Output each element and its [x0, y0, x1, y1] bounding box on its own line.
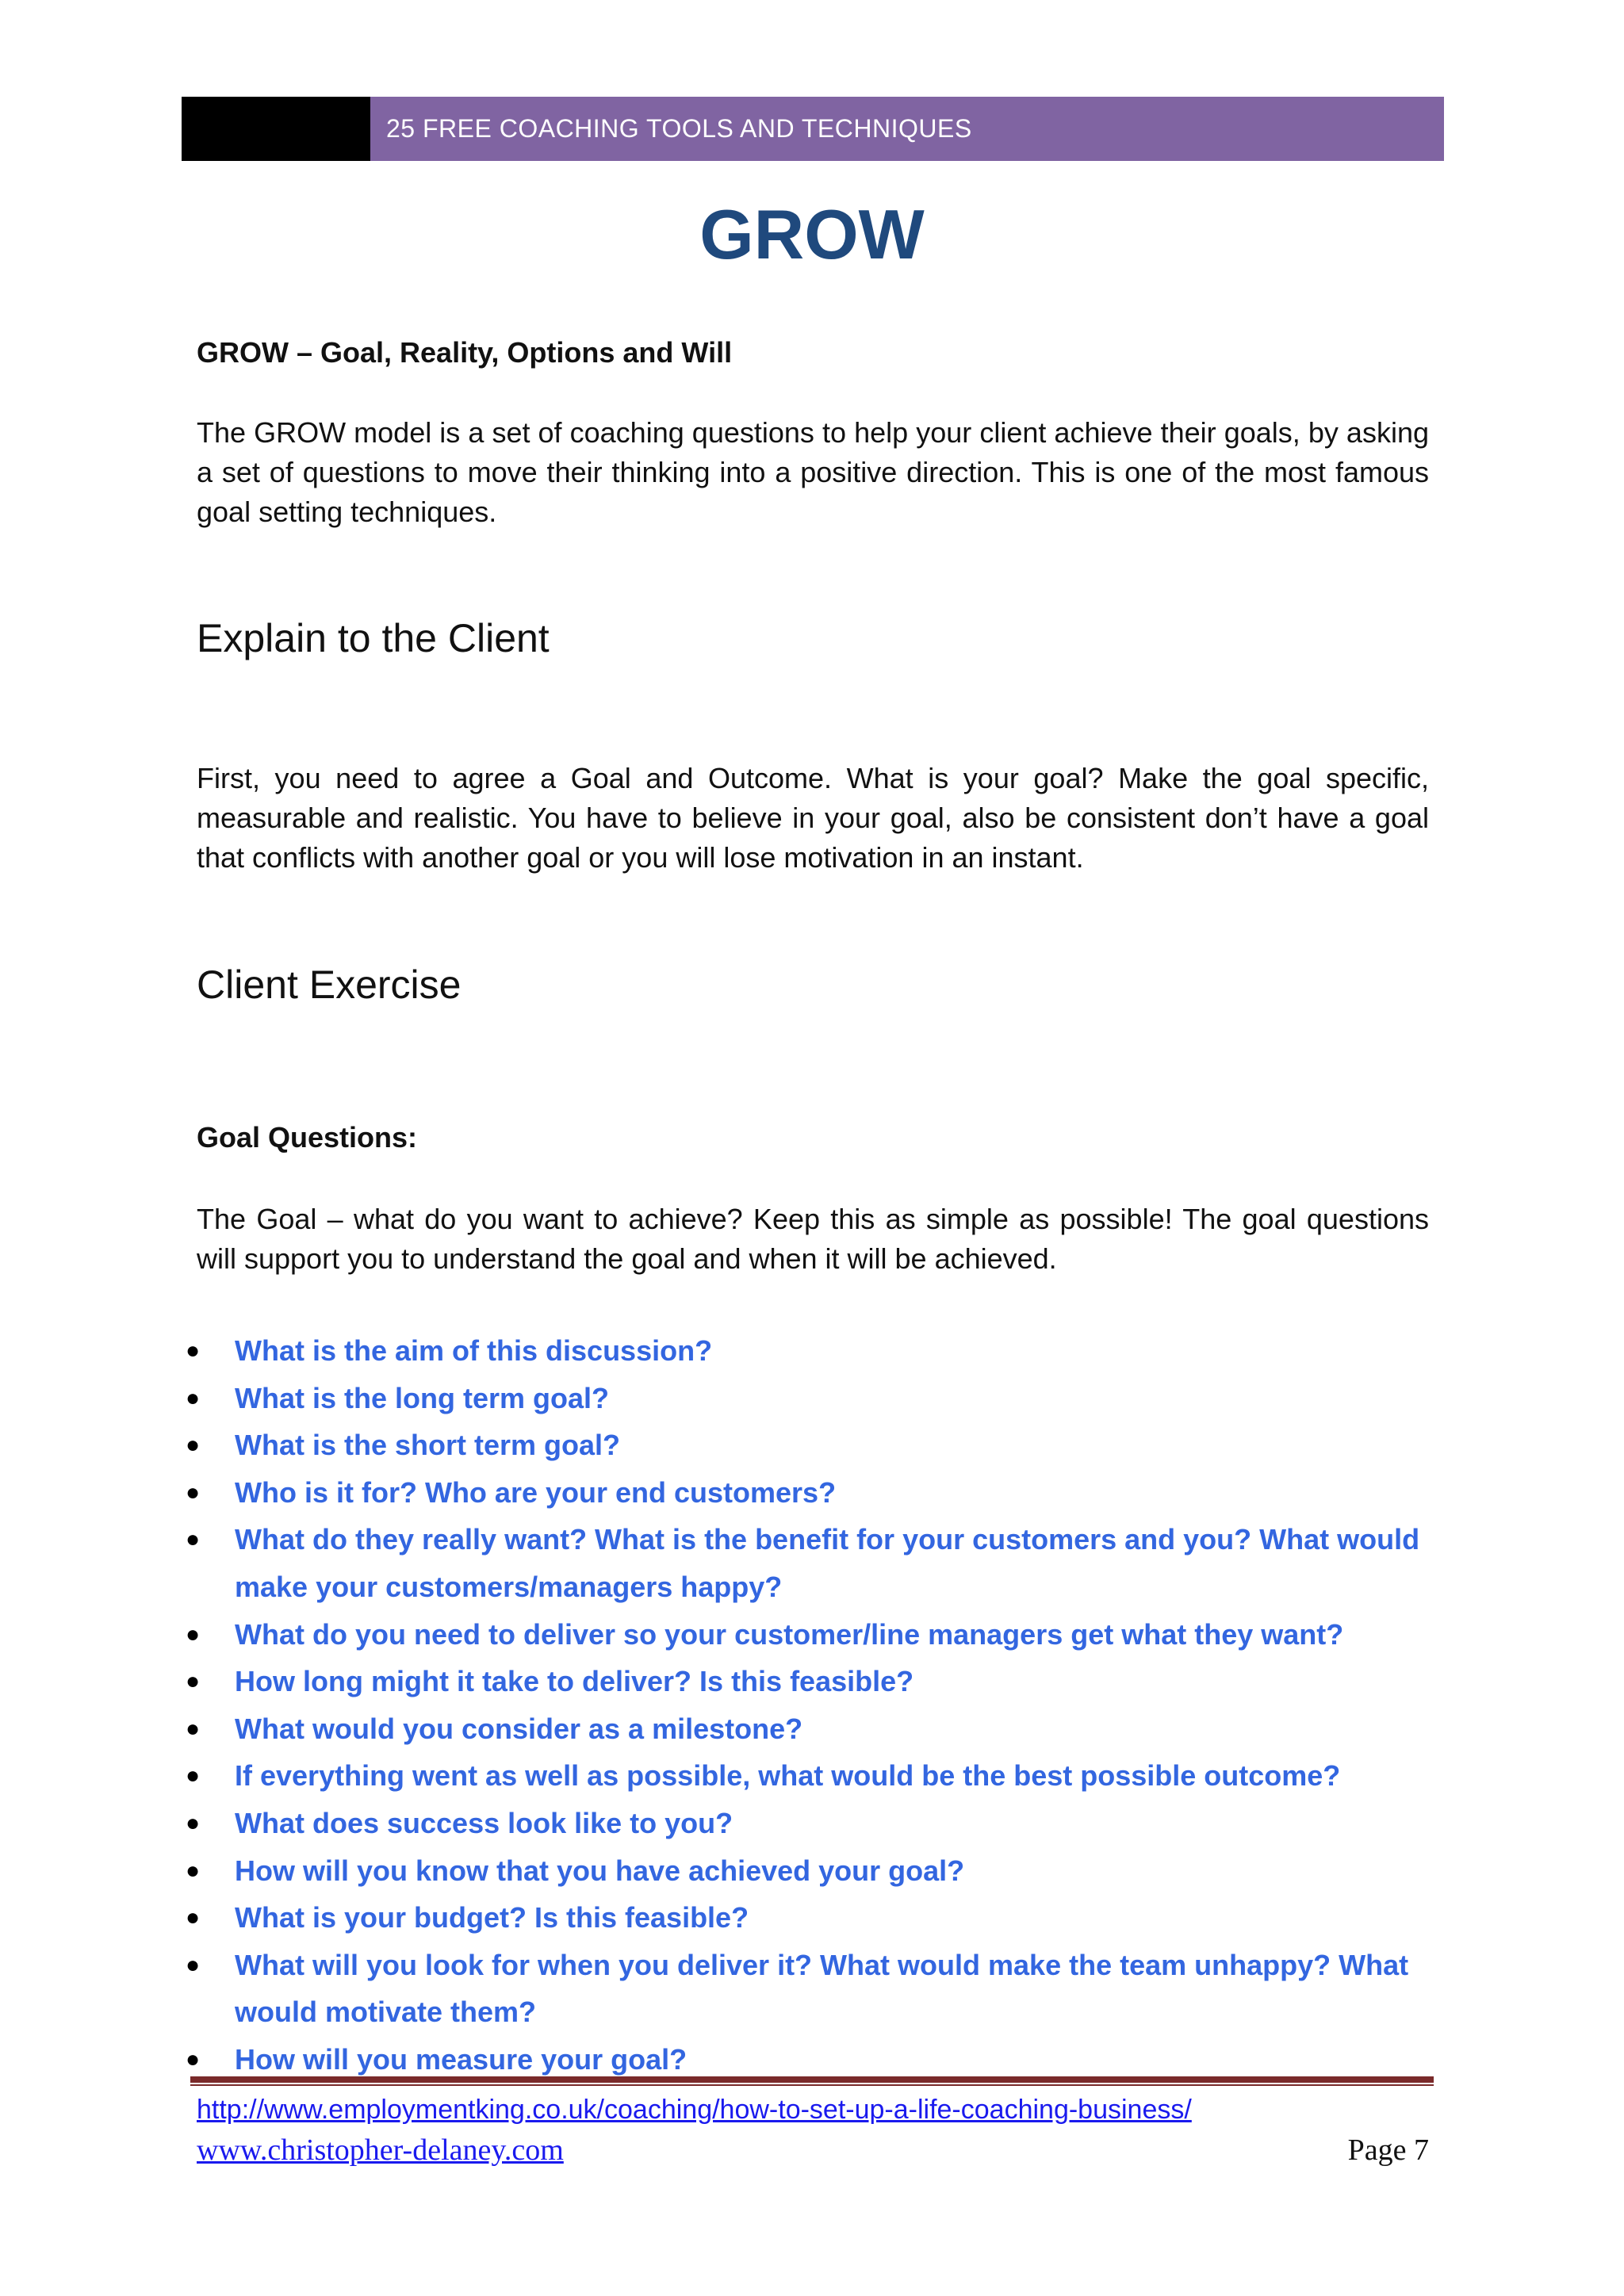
list-item	[182, 1422, 1451, 1469]
bullet-icon: ●	[186, 1668, 201, 1695]
list-item	[182, 1894, 1451, 1942]
page-title: GROW	[699, 195, 925, 274]
header-black-block	[182, 97, 370, 161]
question-text: How will you measure your goal?	[235, 2042, 688, 2076]
list-item	[182, 1942, 1451, 2036]
question-text: How will you know that you have achieved your goal?	[235, 1854, 965, 1887]
bullet-icon: ●	[186, 1809, 201, 1836]
bullet-icon: ●	[186, 1715, 201, 1742]
question-text: What is the long term goal?	[235, 1381, 610, 1414]
bullet-icon: ●	[186, 1384, 201, 1411]
question-text: What is the short term goal?	[235, 1429, 621, 1462]
list-item	[182, 1658, 1451, 1705]
bullet-icon: ●	[186, 1432, 201, 1459]
bullet-icon: ●	[186, 1951, 201, 1978]
explain-paragraph: First, you need to agree a Goal and Outcome. What is your goal? Make the goal specific, measurable and realistic. You have to believe in your goal, also be consistent don’t have a goal that conflicts with another goal or you will lose motivation in an instant.	[197, 762, 1429, 874]
bullet-icon: ●	[186, 1526, 201, 1553]
header-banner	[182, 97, 1444, 161]
goal-questions-heading: Goal Questions:	[197, 1121, 418, 1154]
bullet-icon: ●	[186, 1762, 201, 1789]
question-text: What do they really want? What is the benefit for your customers and you? What would make your customers/managers happy?	[235, 1523, 1420, 1603]
list-item	[182, 1847, 1451, 1895]
list-item	[182, 1469, 1451, 1517]
goal-intro-paragraph: The Goal – what do you want to achieve? Keep this as simple as possible! The goal questions will support you to understand the goal and when it will be achieved.	[197, 1203, 1429, 1275]
bullet-icon: ●	[186, 1904, 201, 1931]
question-text: How long might it take to deliver? Is this feasible?	[235, 1665, 914, 1698]
footer-link-employmentking[interactable]: http://www.employmentking.co.uk/coaching/how-to-set-up-a-life-coaching-business/	[197, 2095, 1192, 2125]
bullet-icon: ●	[186, 1479, 201, 1506]
question-text: Who is it for? Who are your end customers?	[235, 1475, 837, 1509]
footer-divider	[190, 2076, 1434, 2086]
footer-link-christopher-delaney[interactable]: www.christopher-delaney.com	[197, 2133, 564, 2167]
list-item	[182, 1705, 1451, 1753]
intro-paragraph: The GROW model is a set of coaching questions to help your client achieve their goals, by asking a set of questions to move their thinking into a positive direction. This is one of the most famous goal setting techniques.	[197, 416, 1429, 528]
question-text: What does success look like to you?	[235, 1806, 733, 1839]
document-subtitle: GROW – Goal, Reality, Options and Will	[197, 336, 733, 369]
section-heading-explain: Explain to the Client	[197, 616, 550, 660]
bullet-icon: ●	[186, 1621, 201, 1647]
list-item	[182, 1611, 1451, 1659]
section-heading-exercise: Client Exercise	[197, 962, 462, 1007]
question-text: What will you look for when you deliver it? What would make the team unhappy? What would motivate them?	[235, 1948, 1409, 2029]
header-banner-text: 25 FREE COACHING TOOLS AND TECHNIQUES	[370, 97, 1444, 161]
list-item	[182, 1752, 1451, 1800]
page-number: Page 7	[1347, 2133, 1429, 2167]
goal-questions-list	[182, 1327, 1451, 2084]
question-text: What is your budget? Is this feasible?	[235, 1901, 749, 1934]
bullet-icon: ●	[186, 2045, 201, 2072]
question-text: What is the aim of this discussion?	[235, 1334, 713, 1367]
list-item	[182, 1516, 1451, 1610]
list-item	[182, 1375, 1451, 1422]
bullet-icon: ●	[186, 1857, 201, 1884]
question-text: What do you need to deliver so your customer/line managers get what they want?	[235, 1617, 1344, 1651]
question-text: If everything went as well as possible, what would be the best possible outcome?	[235, 1759, 1341, 1793]
list-item	[182, 1327, 1451, 1375]
list-item	[182, 1800, 1451, 1847]
bullet-icon: ●	[186, 1337, 201, 1364]
question-text: What would you consider as a milestone?	[235, 1712, 803, 1745]
